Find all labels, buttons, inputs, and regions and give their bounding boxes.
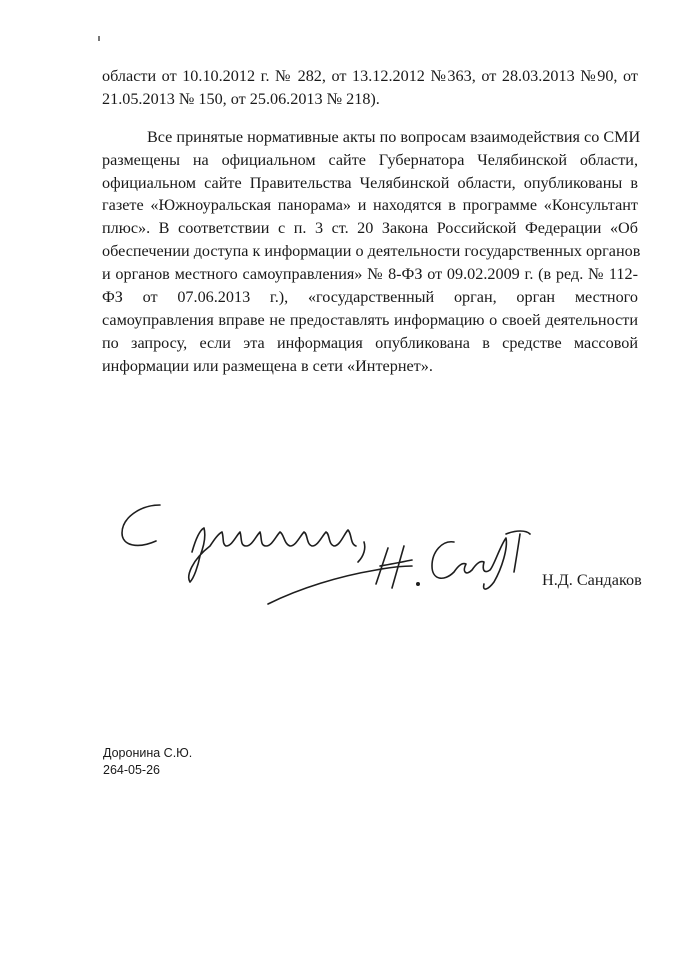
signature-flourish	[506, 531, 530, 572]
paragraph-2-line-1: Все принятые нормативные акты по вопросам взаимодействия со СМИ	[147, 128, 641, 146]
paragraph-2-line-2: размещены на официальном сайте Губернатора Челябинской области,	[102, 151, 638, 169]
paragraph-2-line-5: плюс». В соответствии с п. 3 ст. 20 Закона Российской Федерации «Об	[102, 219, 638, 237]
paragraph-2-line-3: официальном сайте Правительства Челябинской области, опубликованы в	[102, 174, 638, 192]
signer-name: Н.Д. Сандаков	[542, 571, 642, 589]
executor-name: Доронина С.Ю.	[103, 746, 193, 760]
signature-dot	[417, 583, 419, 585]
paragraph-1-line-2: 21.05.2013 № 150, от 25.06.2013 № 218).	[102, 90, 380, 108]
paragraph-2-line-10: по запросу, если эта информация опубликована в средстве массовой	[102, 334, 638, 352]
paragraph-2-line-9: самоуправления вправе не предоставлять информацию о своей деятельности	[102, 311, 638, 329]
signature-surname-script	[432, 538, 506, 589]
signature-comma	[358, 542, 365, 562]
signature-letter-c	[122, 505, 160, 545]
executor-phone: 264-05-26	[103, 763, 160, 777]
paragraph-2-line-11: информации или размещена в сети «Интернет».	[102, 357, 433, 375]
signature-closing-script	[189, 528, 356, 582]
paragraph-1-line-1: области от 10.10.2012 г. № 282, от 13.12.2012 №363, от 28.03.2013 №90, от	[102, 67, 638, 85]
paragraph-2-line-4: газете «Южноуральская панорама» и находятся в программе «Консультант	[102, 196, 638, 214]
paragraph-2-line-6: обеспечении доступа к информации о деятельности государственных органов	[102, 242, 641, 260]
paragraph-2-line-7: и органов местного самоуправления» № 8-ФЗ от 09.02.2009 г. (в ред. № 112-	[102, 265, 638, 283]
signature-underline-stroke	[268, 566, 412, 604]
paragraph-2-line-8: ФЗ от 07.06.2013 г.), «государственный орган, орган местного	[102, 288, 638, 306]
